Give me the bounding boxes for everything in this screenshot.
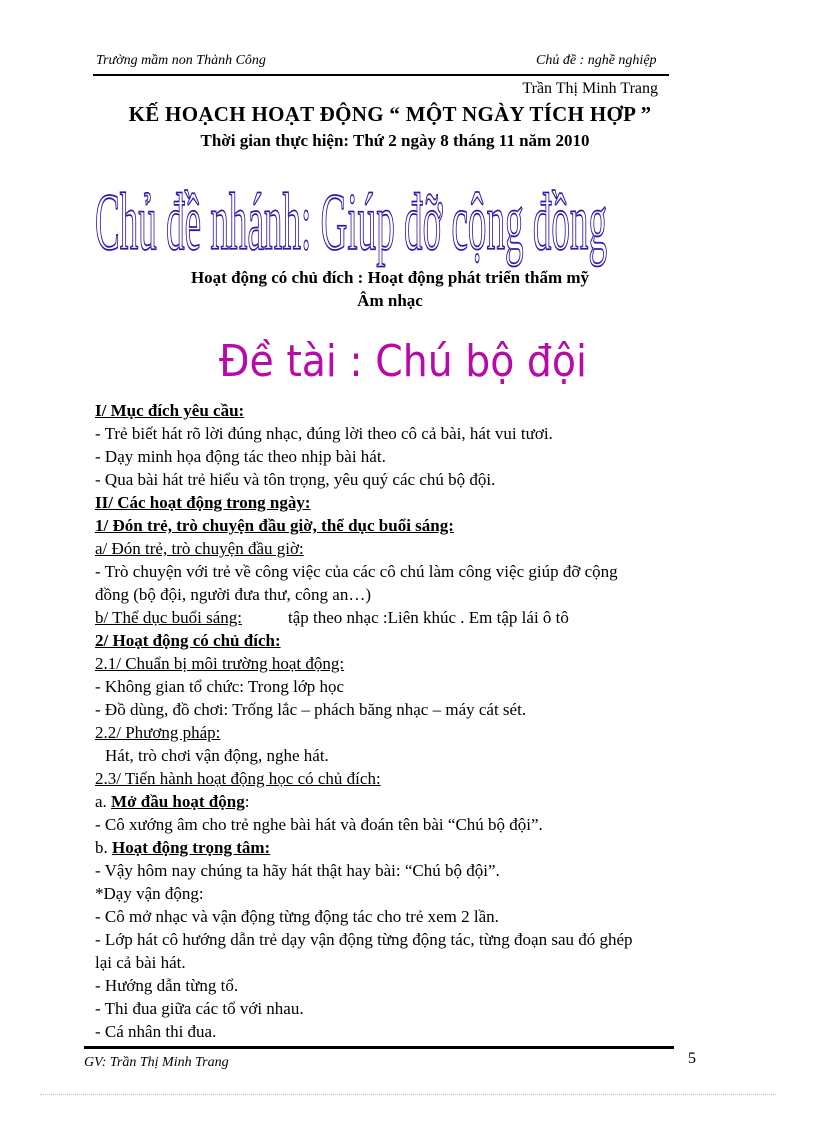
subsection-1b-text: tập theo nhạc :Liên khúc . Em tập lái ô tô — [288, 608, 569, 627]
section-1-heading: I/ Mục đích yêu cầu: — [95, 401, 245, 420]
part-b-item-1: - Vậy hôm nay chúng ta hãy hát thật hay bài: “Chú bộ đội”. — [95, 861, 500, 880]
author-name: Trần Thị Minh Trang — [522, 80, 658, 97]
section-2-heading: II/ Các hoạt động trong ngày: — [95, 493, 311, 512]
subsection-21-item-2: - Đồ dùng, đồ chơi: Trống lắc – phách băng nhạc – máy cát sét. — [95, 700, 527, 719]
part-a-prefix: a. — [95, 792, 112, 811]
part-b-item-5: lại cả bài hát. — [95, 953, 186, 972]
subsection-1a-heading: a/ Đón trẻ, trò chuyện đầu giờ: — [95, 539, 304, 558]
subsection-22-heading: 2.2/ Phương pháp: — [95, 723, 221, 742]
branch-theme-wordart — [95, 170, 615, 270]
subsection-23-heading: 2.3/ Tiến hành hoạt động học có chủ đích: — [95, 769, 381, 788]
subsection-1a-text-2: đồng (bộ đội, người đưa thư, công an…) — [95, 585, 372, 604]
page-title: KẾ HOẠCH HOẠT ĐỘNG “ MỘT NGÀY TÍCH HỢP ” — [128, 102, 652, 126]
header-school: Trường mầm non Thành Công — [96, 53, 266, 68]
activity-line-1: Hoạt động có chủ đích : Hoạt động phát triển thẩm mỹ — [190, 268, 590, 287]
header-divider — [93, 74, 669, 76]
part-a-label: Mở đầu hoạt động — [111, 792, 245, 811]
footer-divider — [84, 1046, 674, 1049]
subsection-2-heading: 2/ Hoạt động có chủ đích: — [95, 631, 281, 650]
subsection-22-text: Hát, trò chơi vận động, nghe hát. — [105, 746, 329, 765]
section-1-item-2: - Dạy minh họa động tác theo nhịp bài hát. — [95, 447, 386, 466]
part-b-item-7: - Thi đua giữa các tổ với nhau. — [95, 999, 304, 1018]
part-a-colon: : — [244, 792, 250, 811]
subsection-1-heading: 1/ Đón trẻ, trò chuyện đầu giờ, thể dục buổi sáng: — [95, 516, 454, 535]
topic-wordart — [215, 330, 595, 390]
page-number: 5 — [688, 1050, 696, 1067]
subsection-21-heading: 2.1/ Chuẩn bị môi trường hoạt động: — [95, 654, 345, 673]
topic-text: Đề tài : Chú bộ đội — [219, 336, 587, 387]
schedule-time: Thời gian thực hiện: Thứ 2 ngày 8 tháng 11 năm 2010 — [200, 131, 590, 150]
part-b-item-3: - Cô mở nhạc và vận động từng động tác cho trẻ xem 2 lần. — [95, 907, 499, 926]
section-1-item-3: - Qua bài hát trẻ hiểu và tôn trọng, yêu quý các chú bộ đội. — [95, 470, 496, 489]
part-b-item-8: - Cá nhân thi đua. — [95, 1022, 217, 1041]
topic-svg — [215, 330, 595, 390]
part-b-label: Hoạt động trọng tâm: — [112, 838, 271, 857]
page-bottom-dotted-line — [40, 1094, 776, 1095]
part-b-prefix: b. — [95, 838, 112, 857]
footer-teacher: GV: Trần Thị Minh Trang — [84, 1055, 229, 1070]
part-b-heading — [95, 838, 270, 858]
part-b-item-6: - Hướng dẫn từng tổ. — [95, 976, 239, 995]
subsection-1a-text-1: - Trò chuyện với trẻ về công việc của các cô chú làm công việc giúp đỡ cộng — [95, 562, 618, 581]
part-a-text: - Cô xướng âm cho trẻ nghe bài hát và đoán tên bài “Chú bộ đội”. — [95, 815, 543, 834]
part-b-item-2: *Dạy vận động: — [95, 884, 204, 903]
part-a-heading — [95, 792, 249, 812]
activity-line-2: Âm nhạc — [357, 291, 423, 310]
subsection-21-item-1: - Không gian tổ chức: Trong lớp học — [95, 677, 345, 696]
subsection-1b-label: b/ Thể dục buổi sáng: — [95, 608, 242, 627]
branch-theme-svg — [95, 170, 615, 270]
header-theme: Chủ đề : nghề nghiệp — [536, 53, 657, 68]
branch-theme-text: Chủ đề nhánh: Giúp đỡ cộng đồng — [95, 176, 607, 267]
section-1-item-1: - Trẻ biết hát rõ lời đúng nhạc, đúng lời theo cô cả bài, hát vui tươi. — [95, 424, 553, 443]
part-b-item-4: - Lớp hát cô hướng dẫn trẻ dạy vận động từng động tác, từng đoạn sau đó ghép — [95, 930, 633, 949]
